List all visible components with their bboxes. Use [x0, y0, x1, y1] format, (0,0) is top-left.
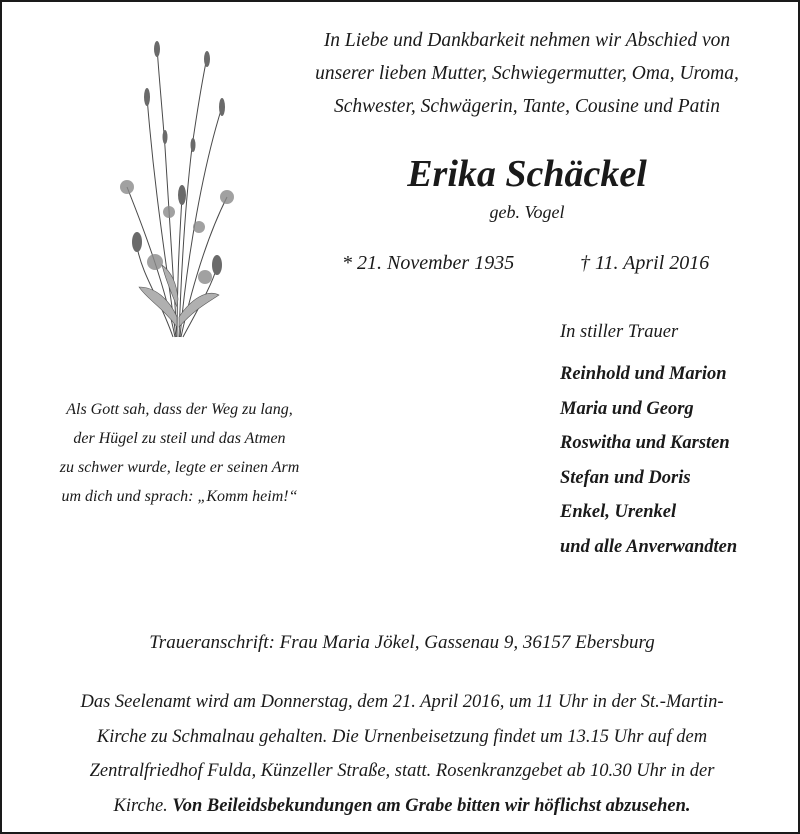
poem-line: der Hügel zu steil und das Atmen: [73, 430, 286, 447]
mourner-entry: Stefan und Doris: [560, 467, 691, 488]
poem-line: um dich und sprach: „Komm heim!“: [61, 488, 298, 505]
condolence-request: Von Beileidsbekundungen am Grabe bitten wir höflichst abzusehen.: [172, 795, 691, 816]
mourner-entry: und alle Anverwandten: [560, 536, 738, 557]
service-line: Kirche zu Schmalnau gehalten. Die Urnenbeisetzung findet um 13.15 Uhr auf dem: [96, 726, 708, 747]
service-information: [12, 685, 792, 823]
service-last-plain: Kirche.: [113, 795, 168, 816]
intro-line: Schwester, Schwägerin, Tante, Cousine und Patin: [333, 96, 721, 117]
mourner-entry: Roswitha und Karsten: [560, 433, 730, 453]
mourners-list: [560, 357, 737, 564]
poem-line: Als Gott sah, dass der Weg zu lang,: [66, 401, 293, 418]
mourning-label: In stiller Trauer: [560, 322, 679, 342]
death-date: † 11. April 2016: [580, 252, 710, 274]
grass-flower-bouquet-icon: [107, 37, 242, 357]
mourning-address: Traueranschrift: Frau Maria Jökel, Gassenau 9, 36157 Ebersburg: [149, 632, 655, 653]
mourner-entry: Maria und Georg: [560, 398, 694, 419]
service-line-last: [12, 789, 792, 824]
intro-line: unserer lieben Mutter, Schwiegermutter, Oma, Uroma,: [315, 63, 739, 84]
intro-line: In Liebe und Dankbarkeit nehmen wir Abschied von: [323, 30, 731, 51]
maiden-name: geb. Vogel: [489, 202, 565, 222]
mourner-entry: Enkel, Urenkel: [560, 502, 677, 522]
poem: [22, 395, 337, 511]
service-line: Das Seelenamt wird am Donnerstag, dem 21. April 2016, um 11 Uhr in der St.-Martin-: [80, 692, 724, 712]
poem-line: zu schwer wurde, legte er seinen Arm: [59, 459, 300, 476]
birth-date: * 21. November 1935: [342, 252, 515, 274]
deceased-name: Erika Schäckel: [407, 153, 647, 195]
service-line: Zentralfriedhof Fulda, Künzeller Straße, statt. Rosenkranzgebet ab 10.30 Uhr in der: [89, 761, 715, 781]
mourner-entry: Reinhold und Marion: [560, 364, 727, 384]
intro-text: [272, 24, 782, 123]
